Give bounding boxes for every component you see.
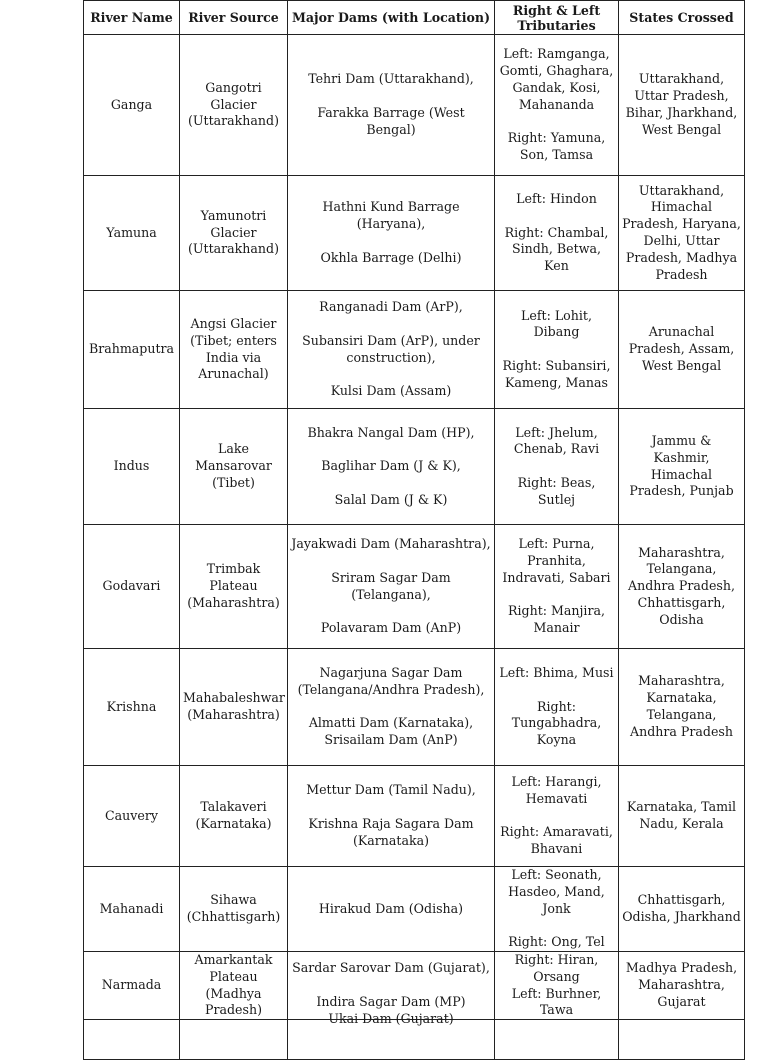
rivers-table — [83, 0, 745, 1060]
states-crossed-cell: Madhya Pradesh, Maharashtra, Gujarat — [619, 951, 745, 1019]
tributary-entry: Left: Seonath, Hasdeo, Mand, Jonk — [508, 867, 605, 916]
tributary-entry: Left: Jhelum, Chenab, Ravi — [513, 424, 600, 457]
major-dams-cell — [288, 291, 495, 409]
tributary-entry: Right: Subansiri, Kameng, Manas — [502, 357, 611, 390]
river-source-cell: Lake Mansarovar (Tibet) — [180, 409, 288, 525]
river-name-cell: Brahmaputra — [84, 291, 180, 409]
table-row — [84, 176, 745, 291]
header-major-dams: Major Dams (with Location) — [288, 1, 495, 35]
tributary-entry: Left: Bhima, Musi — [499, 665, 614, 680]
major-dams-cell — [288, 766, 495, 867]
table-row — [84, 291, 745, 409]
tributaries-cell — [495, 409, 619, 525]
river-name-cell — [84, 1020, 180, 1060]
river-name-cell: Indus — [84, 409, 180, 525]
tributary-entry: Right: Yamuna, Son, Tamsa — [507, 130, 606, 162]
dam-entry: Farakka Barrage (West Bengal) — [317, 105, 465, 137]
table-row — [84, 35, 745, 176]
table-row — [84, 409, 745, 525]
tributaries-cell — [495, 35, 619, 176]
major-dams-cell — [288, 649, 495, 766]
tributaries-cell — [495, 867, 619, 952]
tributary-entry: Right: Chambal, Sindh, Betwa, Ken — [504, 224, 609, 274]
tributary-entry: Left: Purna, Pranhita, Indravati, Sabari — [502, 536, 611, 585]
dam-entry: Indira Sagar Dam (MP) — [316, 993, 466, 1009]
table-row — [84, 867, 745, 952]
tributary-entry: Left: Lohit, Dibang — [521, 307, 592, 340]
dam-entry: Bhakra Nangal Dam (HP), — [307, 424, 475, 440]
dam-entry: Sardar Sarovar Dam (Gujarat), — [292, 960, 490, 976]
river-source-cell: Trimbak Plateau (Maharashtra) — [180, 525, 288, 649]
river-source-cell: Amarkantak Plateau (Madhya Pradesh) — [180, 951, 288, 1019]
states-crossed-cell — [619, 1020, 745, 1060]
river-source-cell: Sihawa (Chhattisgarh) — [180, 867, 288, 952]
river-source-cell: Gangotri Glacier (Uttarakhand) — [180, 35, 288, 176]
major-dams-cell — [288, 176, 495, 291]
tributary-entry: Right: Tungabhadra, Koyna — [511, 698, 602, 748]
tributaries-cell — [495, 766, 619, 867]
dam-entry: Nagarjuna Sagar Dam (Telangana/Andhra Pradesh), — [297, 665, 485, 697]
tributaries-cell — [495, 1020, 619, 1060]
dam-entry: Hathni Kund Barrage (Haryana), — [322, 199, 460, 232]
tributary-entry: Right: Hiran, Orsang — [514, 951, 599, 984]
major-dams-cell — [288, 35, 495, 176]
river-name-cell: Krishna — [84, 649, 180, 766]
river-name-cell: Mahanadi — [84, 867, 180, 952]
river-name-cell: Narmada — [84, 951, 180, 1019]
tributaries-cell — [495, 951, 619, 1019]
dam-entry: Salal Dam (J & K) — [334, 491, 448, 507]
dam-entry: Ranganadi Dam (ArP), — [319, 299, 463, 315]
header-river-source: River Source — [180, 1, 288, 35]
tributary-entry: Right: Ong, Tel — [508, 934, 605, 950]
river-source-cell: Yamunotri Glacier (Uttarakhand) — [180, 176, 288, 291]
dam-entry: Tehri Dam (Uttarakhand), — [308, 71, 474, 87]
tributaries-cell — [495, 176, 619, 291]
tributaries-cell — [495, 291, 619, 409]
table-row — [84, 649, 745, 766]
river-name-cell: Godavari — [84, 525, 180, 649]
major-dams-cell — [288, 409, 495, 525]
dam-entry: Kulsi Dam (Assam) — [330, 383, 452, 399]
river-source-cell — [180, 1020, 288, 1060]
tributary-entry: Right: Beas, Sutlej — [517, 474, 596, 507]
river-source-cell: Mahabaleshwar (Maharashtra) — [180, 649, 288, 766]
dam-entry: Mettur Dam (Tamil Nadu), — [306, 782, 476, 798]
states-crossed-cell: Maharashtra, Telangana, Andhra Pradesh, Chhattisgarh, Odisha — [619, 525, 745, 649]
table-row — [84, 951, 745, 1019]
states-crossed-cell: Maharashtra, Karnataka, Telangana, Andhra Pradesh — [619, 649, 745, 766]
states-crossed-cell: Jammu & Kashmir, Himachal Pradesh, Punjab — [619, 409, 745, 525]
states-crossed-cell: Arunachal Pradesh, Assam, West Bengal — [619, 291, 745, 409]
dam-entry: Polavaram Dam (AnP) — [320, 620, 462, 636]
major-dams-cell — [288, 951, 495, 1019]
tributaries-cell — [495, 649, 619, 766]
major-dams-cell — [288, 867, 495, 952]
table-row — [84, 766, 745, 867]
tributary-entry: Left: Ramganga, Gomti, Ghaghara, Gandak, Kosi, Mahananda — [499, 46, 614, 112]
river-name-cell: Yamuna — [84, 176, 180, 291]
dam-entry: Subansiri Dam (ArP), under construction), — [302, 332, 480, 365]
header-states-crossed: States Crossed — [619, 1, 745, 35]
dam-entry: Almatti Dam (Karnataka), Srisailam Dam (AnP) — [308, 715, 474, 748]
dam-entry: Jayakwadi Dam (Maharashtra), — [291, 536, 491, 552]
states-crossed-cell: Karnataka, Tamil Nadu, Kerala — [619, 766, 745, 867]
river-name-cell: Ganga — [84, 35, 180, 176]
river-source-cell: Angsi Glacier (Tibet; enters India via Arunachal) — [180, 291, 288, 409]
states-crossed-cell: Uttarakhand, Uttar Pradesh, Bihar, Jharkhand, West Bengal — [619, 35, 745, 176]
dam-entry: Krishna Raja Sagara Dam (Karnataka) — [308, 816, 474, 848]
table-row-partial — [84, 1020, 745, 1060]
header-row — [84, 1, 745, 35]
states-crossed-cell: Uttarakhand, Himachal Pradesh, Haryana, Delhi, Uttar Pradesh, Madhya Pradesh — [619, 176, 745, 291]
river-name-cell: Cauvery — [84, 766, 180, 867]
dam-entry: Okhla Barrage (Delhi) — [320, 249, 462, 265]
table-row — [84, 525, 745, 649]
major-dams-cell — [288, 525, 495, 649]
tributary-entry: Right: Manjira, Manair — [508, 603, 605, 636]
tributary-entry: Right: Amaravati, Bhavani — [500, 824, 613, 857]
tributary-entry: Left: Hindon — [516, 191, 597, 206]
dam-entry: Sriram Sagar Dam (Telangana), — [331, 569, 451, 602]
major-dams-cell — [288, 1011, 495, 1060]
dam-entry: Baglihar Dam (J & K), — [321, 458, 461, 474]
tributary-entry: Left: Harangi, Hemavati — [511, 774, 602, 806]
river-source-cell: Talakaveri (Karnataka) — [180, 766, 288, 867]
dam-entry: Hirakud Dam (Odisha) — [318, 900, 464, 916]
tributary-entry: Left: Burhner, Tawa — [511, 985, 602, 1018]
tributaries-cell — [495, 525, 619, 649]
header-river-name: River Name — [84, 1, 180, 35]
header-tributaries: Right & Left Tributaries — [495, 1, 619, 35]
dam-entry: Ukai Dam (Gujarat) — [328, 1011, 454, 1027]
states-crossed-cell: Chhattisgarh, Odisha, Jharkhand — [619, 867, 745, 952]
